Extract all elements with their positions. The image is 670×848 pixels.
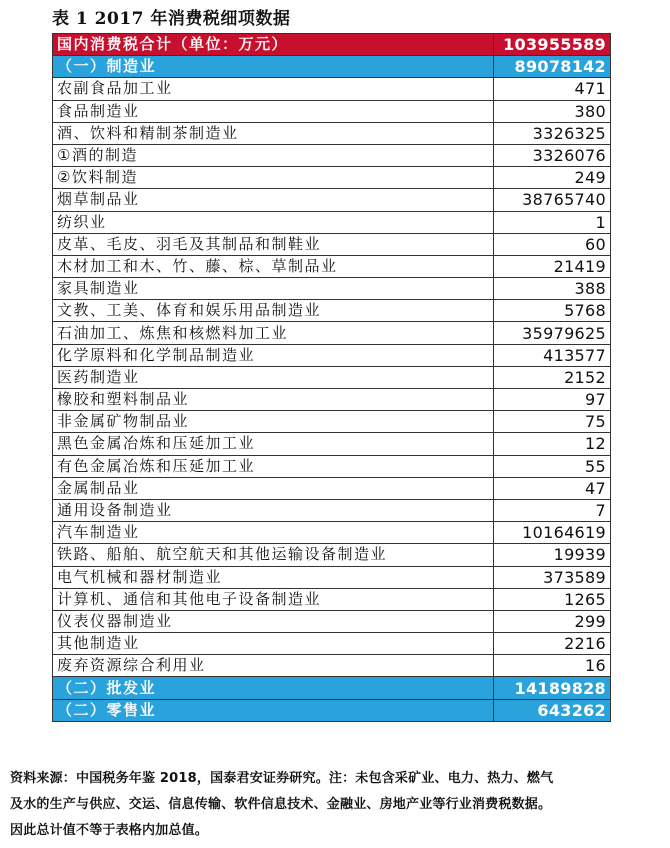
total-label: 国内消费税合计（单位：万元） [53,34,494,56]
industry-value: 14189828 [494,677,611,699]
table-row [53,389,611,411]
industry-value: 75 [494,411,611,433]
industry-label: 计算机、通信和其他电子设备制造业 [53,588,494,610]
manufacturing-label: （一）制造业 [53,56,494,78]
industry-label: 皮革、毛皮、羽毛及其制品和制鞋业 [53,233,494,255]
industry-label: 化学原料和化学制品制造业 [53,344,494,366]
industry-value: 5768 [494,300,611,322]
table-row [53,322,611,344]
table-row [53,522,611,544]
table-row [53,499,611,521]
table-row [53,144,611,166]
industry-label: 其他制造业 [53,633,494,655]
industry-value: 388 [494,278,611,300]
industry-value: 1265 [494,588,611,610]
industry-value: 373589 [494,566,611,588]
industry-label: 金属制品业 [53,477,494,499]
industry-label: 酒、饮料和精制茶制造业 [53,122,494,144]
industry-label: 医药制造业 [53,366,494,388]
industry-label: 汽车制造业 [53,522,494,544]
industry-label: 家具制造业 [53,278,494,300]
industry-value: 2216 [494,633,611,655]
table-row [53,366,611,388]
industry-value: 10164619 [494,522,611,544]
industry-label: 有色金属冶炼和压延加工业 [53,455,494,477]
industry-value: 249 [494,167,611,189]
source-line-2: 及水的生产与供应、交运、信息传输、软件信息技术、金融业、房地产业等行业消费税数据。 [10,797,552,812]
industry-value: 19939 [494,544,611,566]
industry-value: 299 [494,610,611,632]
industry-label: ②饮料制造 [53,167,494,189]
industry-value: 97 [494,389,611,411]
table-row [53,544,611,566]
industry-label: 食品制造业 [53,100,494,122]
industry-value: 16 [494,655,611,677]
industry-label: 电气机械和器材制造业 [53,566,494,588]
industry-label: 通用设备制造业 [53,499,494,521]
industry-value: 380 [494,100,611,122]
source-line-3: 因此总计值不等于表格内加总值。 [10,823,209,838]
table-row [53,211,611,233]
table-row [53,433,611,455]
manufacturing-value: 89078142 [494,56,611,78]
industry-label: 石油加工、炼焦和核燃料加工业 [53,322,494,344]
table-row [53,477,611,499]
industry-value: 38765740 [494,189,611,211]
industry-value: 643262 [494,699,611,721]
industry-value: 3326076 [494,144,611,166]
source-note [10,766,665,844]
industry-value: 47 [494,477,611,499]
industry-value: 35979625 [494,322,611,344]
industry-label: （二）批发业 [53,677,494,699]
industry-value: 55 [494,455,611,477]
industry-value: 471 [494,78,611,100]
table-row [53,300,611,322]
consumption-tax-table [52,33,611,722]
table-row [53,100,611,122]
industry-label: 文教、工美、体育和娱乐用品制造业 [53,300,494,322]
industry-label: 农副食品加工业 [53,78,494,100]
table-row [53,655,611,677]
industry-label: 纺织业 [53,211,494,233]
table-title: 表 1 2017 年消费税细项数据 [52,9,291,29]
table-row [53,278,611,300]
industry-label: ①酒的制造 [53,144,494,166]
table-row [53,633,611,655]
wholesale-row [53,677,611,699]
retail-row [53,699,611,721]
table-row [53,189,611,211]
industry-label: 橡胶和塑料制品业 [53,389,494,411]
table-row [53,122,611,144]
total-row [53,34,611,56]
table-row [53,344,611,366]
industry-value: 2152 [494,366,611,388]
table-row [53,566,611,588]
source-line-1: 资料来源：中国税务年鉴 2018，国泰君安证券研究。注：未包含采矿业、电力、热力、燃气 [10,771,554,786]
industry-value: 12 [494,433,611,455]
industry-label: 废弃资源综合利用业 [53,655,494,677]
industry-label: 木材加工和木、竹、藤、棕、草制品业 [53,255,494,277]
industry-label: （二）零售业 [53,699,494,721]
table-row [53,167,611,189]
table-row [53,455,611,477]
industry-label: 铁路、船舶、航空航天和其他运输设备制造业 [53,544,494,566]
table-row [53,588,611,610]
industry-value: 7 [494,499,611,521]
industry-value: 1 [494,211,611,233]
industry-value: 413577 [494,344,611,366]
industry-label: 非金属矿物制品业 [53,411,494,433]
table-row [53,411,611,433]
industry-label: 黑色金属冶炼和压延加工业 [53,433,494,455]
total-value: 103955589 [494,34,611,56]
industry-label: 烟草制品业 [53,189,494,211]
table-row [53,78,611,100]
table-row [53,233,611,255]
manufacturing-row [53,56,611,78]
table-row [53,610,611,632]
industry-value: 21419 [494,255,611,277]
industry-label: 仪表仪器制造业 [53,610,494,632]
table-row [53,255,611,277]
industry-value: 60 [494,233,611,255]
industry-value: 3326325 [494,122,611,144]
